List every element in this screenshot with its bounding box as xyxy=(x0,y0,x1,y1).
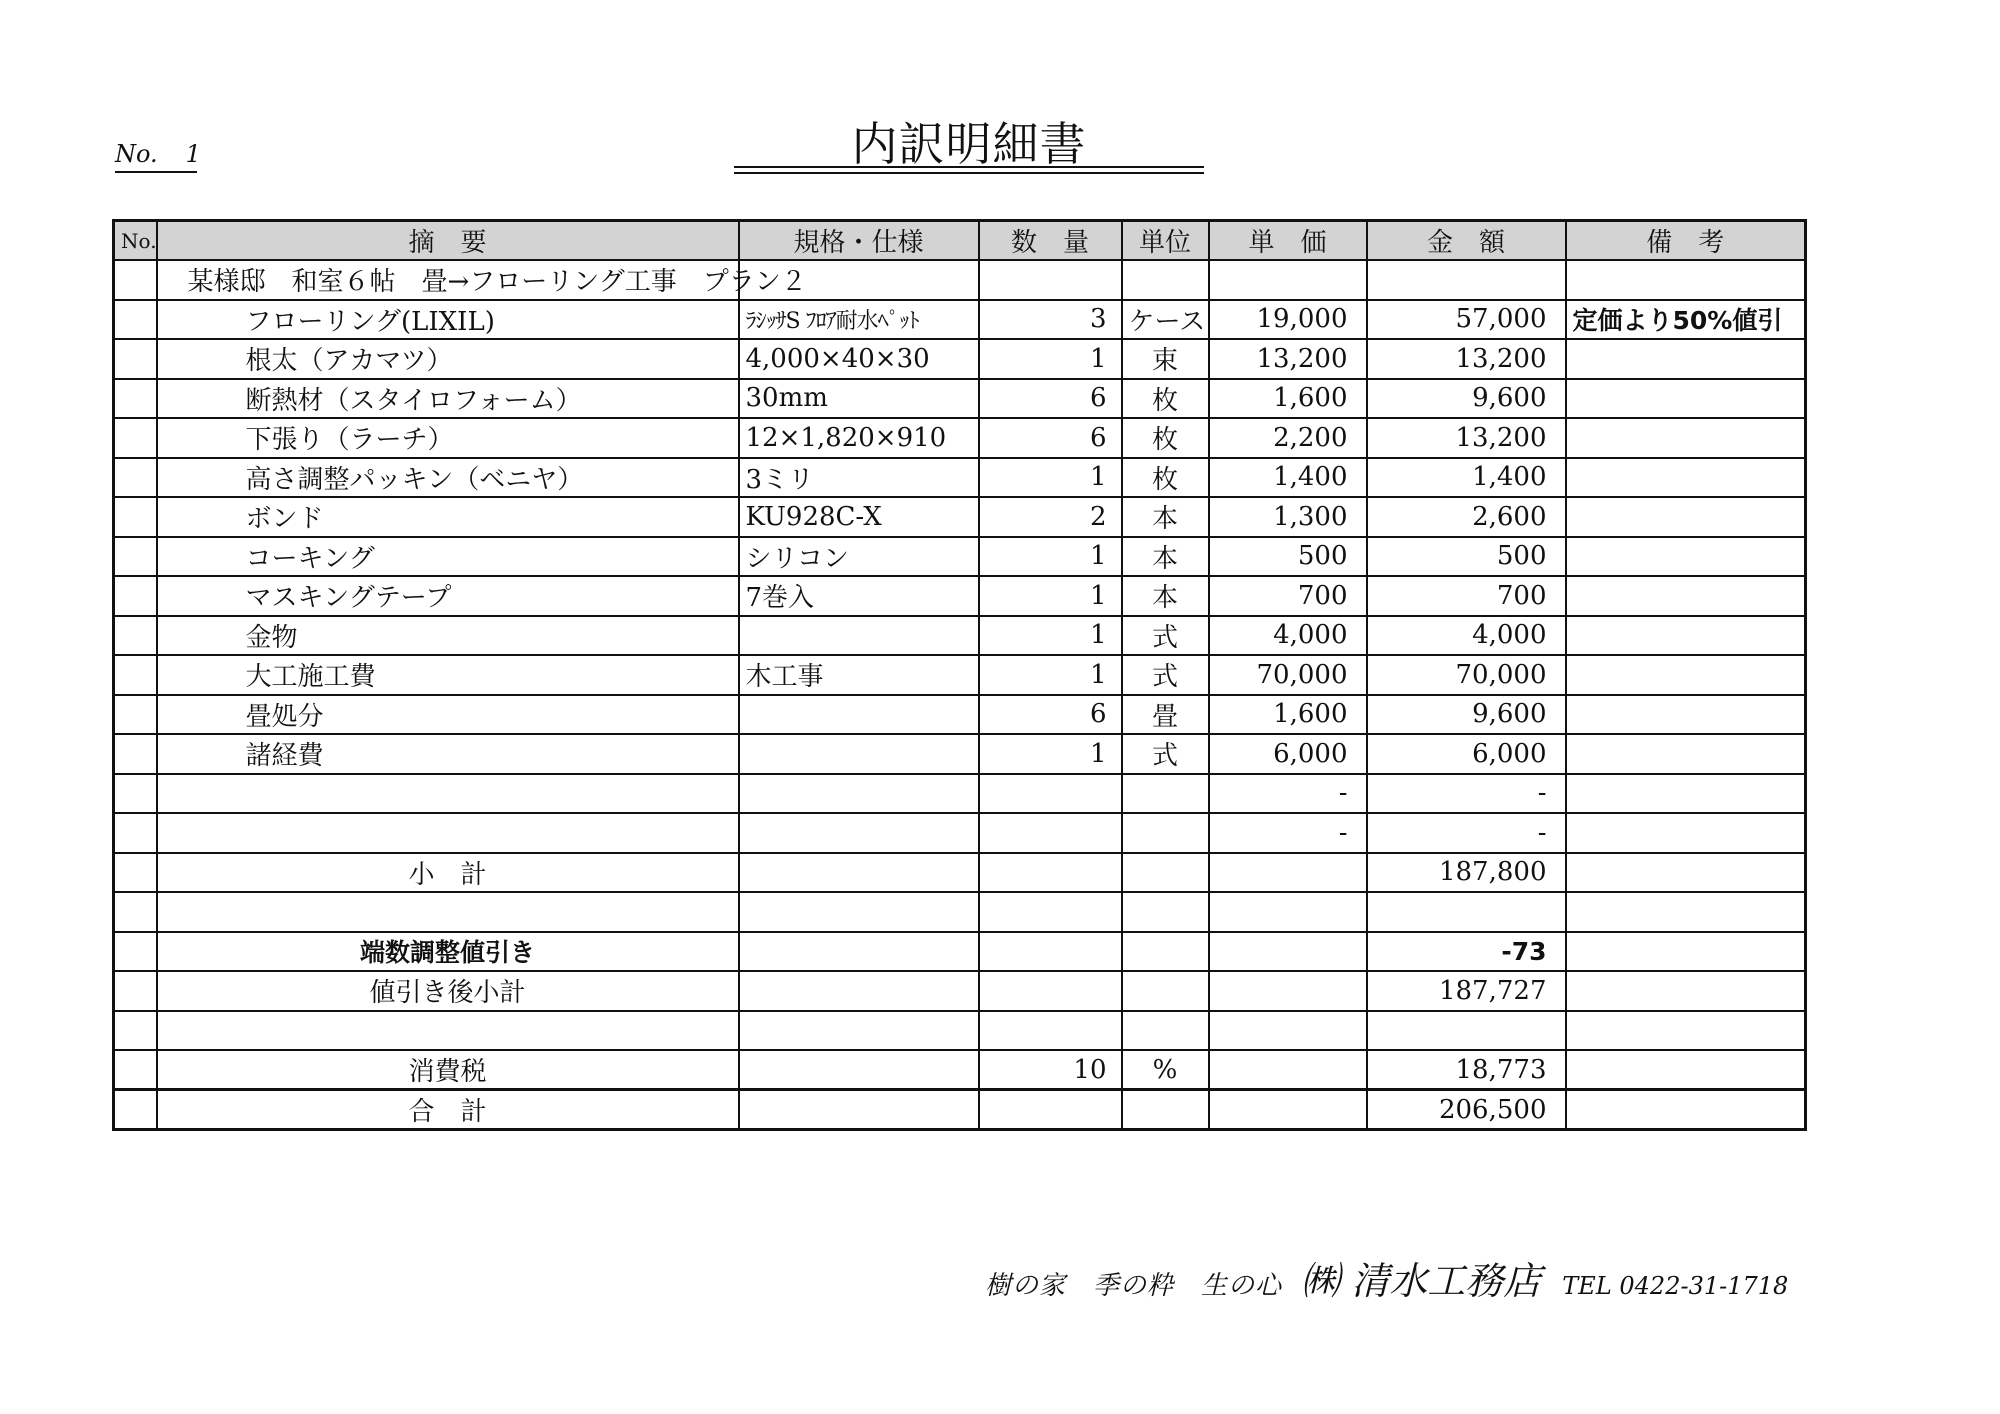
item-unit-price: - xyxy=(1209,774,1367,814)
table-row xyxy=(114,418,1806,458)
item-unit: 本 xyxy=(1122,576,1209,616)
row-no xyxy=(114,616,157,656)
item-unit: ケース xyxy=(1122,300,1209,340)
item-remarks xyxy=(1566,339,1806,379)
table-row xyxy=(114,774,1806,814)
empty-cell xyxy=(979,1011,1122,1051)
item-unit-price: 1,400 xyxy=(1209,458,1367,498)
item-unit: 本 xyxy=(1122,537,1209,577)
empty-cell xyxy=(1209,260,1367,300)
rounding-discount-row xyxy=(114,932,1806,972)
item-unit-price: 500 xyxy=(1209,537,1367,577)
item-spec xyxy=(739,774,979,814)
tax-rate: 10 xyxy=(979,1050,1122,1090)
document-number-label: No. xyxy=(115,140,158,168)
item-description: マスキングテープ xyxy=(157,576,739,616)
footer xyxy=(985,1250,1788,1305)
item-unit: 枚 xyxy=(1122,418,1209,458)
empty-cell xyxy=(157,1011,739,1051)
empty-cell xyxy=(1209,1090,1367,1130)
item-description: 下張り（ラーチ） xyxy=(157,418,739,458)
empty-cell xyxy=(1566,1090,1806,1130)
empty-cell xyxy=(739,1011,979,1051)
empty-cell xyxy=(1122,1090,1209,1130)
item-description xyxy=(157,813,739,853)
table-row xyxy=(114,695,1806,735)
item-amount: 70,000 xyxy=(1367,655,1566,695)
empty-cell xyxy=(979,932,1122,972)
table-row xyxy=(114,616,1806,656)
empty-cell xyxy=(1122,853,1209,893)
total-label: 合 計 xyxy=(157,1090,739,1130)
item-unit-price: 700 xyxy=(1209,576,1367,616)
after-discount-row xyxy=(114,971,1806,1011)
item-unit-price: 4,000 xyxy=(1209,616,1367,656)
item-amount: 2,600 xyxy=(1367,497,1566,537)
item-quantity: 1 xyxy=(979,655,1122,695)
item-unit-price: 13,200 xyxy=(1209,339,1367,379)
empty-cell xyxy=(979,260,1122,300)
empty-cell xyxy=(1122,1011,1209,1051)
rounding-discount-amount: -73 xyxy=(1367,932,1566,972)
empty-cell xyxy=(979,892,1122,932)
item-description: 大工施工費 xyxy=(157,655,739,695)
item-quantity: 6 xyxy=(979,695,1122,735)
table-row xyxy=(114,458,1806,498)
total-amount: 206,500 xyxy=(1367,1090,1566,1130)
item-description: コーキング xyxy=(157,537,739,577)
table-row xyxy=(114,655,1806,695)
item-rows xyxy=(114,300,1806,853)
item-quantity: 6 xyxy=(979,418,1122,458)
item-spec: 7巻入 xyxy=(739,576,979,616)
empty-cell xyxy=(1367,1011,1566,1051)
col-header-spec: 規格・仕様 xyxy=(739,221,979,261)
table-row xyxy=(114,339,1806,379)
empty-cell xyxy=(739,853,979,893)
empty-cell xyxy=(1209,892,1367,932)
empty-cell xyxy=(1122,260,1209,300)
row-no xyxy=(114,379,157,419)
item-description: 根太（アカマツ） xyxy=(157,339,739,379)
item-unit: 束 xyxy=(1122,339,1209,379)
empty-cell xyxy=(1566,853,1806,893)
item-description: 金物 xyxy=(157,616,739,656)
item-unit: 式 xyxy=(1122,616,1209,656)
col-header-no: No. xyxy=(114,221,157,261)
item-unit-price: 6,000 xyxy=(1209,734,1367,774)
document-title-block xyxy=(734,118,1204,178)
tax-row xyxy=(114,1050,1806,1090)
item-remarks xyxy=(1566,576,1806,616)
company-motto: 樹の家 季の粋 生の心 xyxy=(985,1271,1283,1301)
item-description: 高さ調整パッキン（ベニヤ） xyxy=(157,458,739,498)
empty-cell xyxy=(739,932,979,972)
empty-cell xyxy=(1566,260,1806,300)
item-amount: 9,600 xyxy=(1367,695,1566,735)
item-quantity xyxy=(979,774,1122,814)
item-amount: - xyxy=(1367,813,1566,853)
table-row xyxy=(114,300,1806,340)
tax-unit: % xyxy=(1122,1050,1209,1090)
empty-cell xyxy=(1209,1011,1367,1051)
table-header-row xyxy=(114,221,1806,261)
after-discount-label: 値引き後小計 xyxy=(157,971,739,1011)
company-name: ㈱ 清水工務店 xyxy=(1301,1259,1542,1303)
item-remarks xyxy=(1566,695,1806,735)
item-amount: 500 xyxy=(1367,537,1566,577)
item-amount: 57,000 xyxy=(1367,300,1566,340)
row-no xyxy=(114,497,157,537)
item-unit: 畳 xyxy=(1122,695,1209,735)
item-description xyxy=(157,774,739,814)
empty-cell xyxy=(1566,1011,1806,1051)
row-no xyxy=(114,418,157,458)
item-quantity: 1 xyxy=(979,537,1122,577)
empty-cell xyxy=(114,932,157,972)
empty-cell xyxy=(979,1090,1122,1130)
row-no xyxy=(114,260,157,300)
item-unit-price: 2,200 xyxy=(1209,418,1367,458)
item-description: 断熱材（スタイロフォーム） xyxy=(157,379,739,419)
empty-cell xyxy=(1209,1050,1367,1090)
heading-row xyxy=(114,260,1806,300)
item-remarks xyxy=(1566,813,1806,853)
row-no xyxy=(114,576,157,616)
table-row xyxy=(114,379,1806,419)
empty-cell xyxy=(979,971,1122,1011)
item-unit-price: 70,000 xyxy=(1209,655,1367,695)
item-quantity: 1 xyxy=(979,734,1122,774)
empty-cell xyxy=(114,1090,157,1130)
subtotal-amount: 187,800 xyxy=(1367,853,1566,893)
item-amount: 6,000 xyxy=(1367,734,1566,774)
item-unit: 本 xyxy=(1122,497,1209,537)
empty-cell xyxy=(739,892,979,932)
empty-cell xyxy=(1566,932,1806,972)
empty-cell xyxy=(1122,971,1209,1011)
row-no xyxy=(114,458,157,498)
col-header-unit: 単位 xyxy=(1122,221,1209,261)
item-unit: 枚 xyxy=(1122,379,1209,419)
empty-cell xyxy=(979,853,1122,893)
item-remarks xyxy=(1566,418,1806,458)
row-no xyxy=(114,300,157,340)
item-spec: 木工事 xyxy=(739,655,979,695)
item-spec: ﾗｼｯｻS ﾌﾛｱ耐水ﾍﾟｯﾄ xyxy=(739,300,979,340)
document-number-value: 1 xyxy=(185,140,201,168)
item-remarks xyxy=(1566,616,1806,656)
item-spec: 3ミリ xyxy=(739,458,979,498)
subtotal-row xyxy=(114,853,1806,893)
col-header-remarks: 備 考 xyxy=(1566,221,1806,261)
col-header-quantity: 数 量 xyxy=(979,221,1122,261)
total-row xyxy=(114,1090,1806,1130)
item-remarks: 定価より50%値引 xyxy=(1566,300,1806,340)
table-row xyxy=(114,813,1806,853)
item-quantity: 2 xyxy=(979,497,1122,537)
item-unit-price: - xyxy=(1209,813,1367,853)
item-unit: 式 xyxy=(1122,734,1209,774)
empty-cell xyxy=(1367,260,1566,300)
rounding-discount-label: 端数調整値引き xyxy=(157,932,739,972)
item-unit-price: 1,600 xyxy=(1209,695,1367,735)
empty-cell xyxy=(1367,892,1566,932)
row-no xyxy=(114,695,157,735)
item-remarks xyxy=(1566,537,1806,577)
subtotal-label: 小 計 xyxy=(157,853,739,893)
item-quantity xyxy=(979,813,1122,853)
blank-row xyxy=(114,1011,1806,1051)
empty-cell xyxy=(1122,892,1209,932)
item-amount: 1,400 xyxy=(1367,458,1566,498)
item-remarks xyxy=(1566,734,1806,774)
empty-cell xyxy=(1566,971,1806,1011)
table-row xyxy=(114,734,1806,774)
row-no xyxy=(114,537,157,577)
empty-cell xyxy=(114,1050,157,1090)
row-no xyxy=(114,853,157,893)
item-spec xyxy=(739,734,979,774)
empty-cell xyxy=(739,1090,979,1130)
empty-cell xyxy=(1209,853,1367,893)
item-unit: 式 xyxy=(1122,655,1209,695)
item-quantity: 1 xyxy=(979,339,1122,379)
document-number xyxy=(115,140,201,173)
item-spec xyxy=(739,616,979,656)
item-quantity: 1 xyxy=(979,576,1122,616)
empty-cell xyxy=(1566,1050,1806,1090)
item-amount: 13,200 xyxy=(1367,339,1566,379)
item-remarks xyxy=(1566,655,1806,695)
row-no xyxy=(114,339,157,379)
empty-cell xyxy=(739,1050,979,1090)
item-spec: KU928C-X xyxy=(739,497,979,537)
col-header-unit-price: 単 価 xyxy=(1209,221,1367,261)
blank-row xyxy=(114,892,1806,932)
item-spec xyxy=(739,695,979,735)
empty-cell xyxy=(1209,971,1367,1011)
tax-label: 消費税 xyxy=(157,1050,739,1090)
item-spec: 4,000×40×30 xyxy=(739,339,979,379)
item-unit xyxy=(1122,774,1209,814)
title-underline-2 xyxy=(734,172,1204,174)
item-spec: 12×1,820×910 xyxy=(739,418,979,458)
table-row xyxy=(114,576,1806,616)
item-unit-price: 19,000 xyxy=(1209,300,1367,340)
item-spec: シリコン xyxy=(739,537,979,577)
item-unit-price: 1,300 xyxy=(1209,497,1367,537)
item-amount: 13,200 xyxy=(1367,418,1566,458)
empty-cell xyxy=(114,971,157,1011)
breakdown-table xyxy=(112,219,1807,1131)
item-quantity: 3 xyxy=(979,300,1122,340)
item-quantity: 6 xyxy=(979,379,1122,419)
project-heading: 某様邸 和室６帖 畳→フローリング工事 プラン２ xyxy=(157,260,739,300)
item-amount: 4,000 xyxy=(1367,616,1566,656)
item-description: フローリング(LIXIL) xyxy=(157,300,739,340)
col-header-description: 摘 要 xyxy=(157,221,739,261)
item-description: 畳処分 xyxy=(157,695,739,735)
empty-cell xyxy=(157,892,739,932)
row-no xyxy=(114,813,157,853)
item-quantity: 1 xyxy=(979,616,1122,656)
item-spec xyxy=(739,813,979,853)
document-title: 内訳明細書 xyxy=(851,117,1087,171)
item-amount: - xyxy=(1367,774,1566,814)
item-amount: 700 xyxy=(1367,576,1566,616)
row-no xyxy=(114,734,157,774)
item-remarks xyxy=(1566,774,1806,814)
item-remarks xyxy=(1566,379,1806,419)
row-no xyxy=(114,655,157,695)
item-unit xyxy=(1122,813,1209,853)
empty-cell xyxy=(1566,892,1806,932)
empty-cell xyxy=(114,1011,157,1051)
item-description: 諸経費 xyxy=(157,734,739,774)
empty-cell xyxy=(739,971,979,1011)
title-underline-1 xyxy=(734,166,1204,168)
item-amount: 9,600 xyxy=(1367,379,1566,419)
empty-cell xyxy=(1122,932,1209,972)
item-spec: 30mm xyxy=(739,379,979,419)
item-remarks xyxy=(1566,497,1806,537)
table-row xyxy=(114,537,1806,577)
empty-cell xyxy=(1209,932,1367,972)
item-unit: 枚 xyxy=(1122,458,1209,498)
item-description: ボンド xyxy=(157,497,739,537)
tax-amount: 18,773 xyxy=(1367,1050,1566,1090)
company-phone: TEL 0422-31-1718 xyxy=(1562,1272,1789,1300)
col-header-amount: 金 額 xyxy=(1367,221,1566,261)
after-discount-amount: 187,727 xyxy=(1367,971,1566,1011)
item-unit-price: 1,600 xyxy=(1209,379,1367,419)
table-row xyxy=(114,497,1806,537)
row-no xyxy=(114,774,157,814)
item-quantity: 1 xyxy=(979,458,1122,498)
empty-cell xyxy=(114,892,157,932)
item-remarks xyxy=(1566,458,1806,498)
